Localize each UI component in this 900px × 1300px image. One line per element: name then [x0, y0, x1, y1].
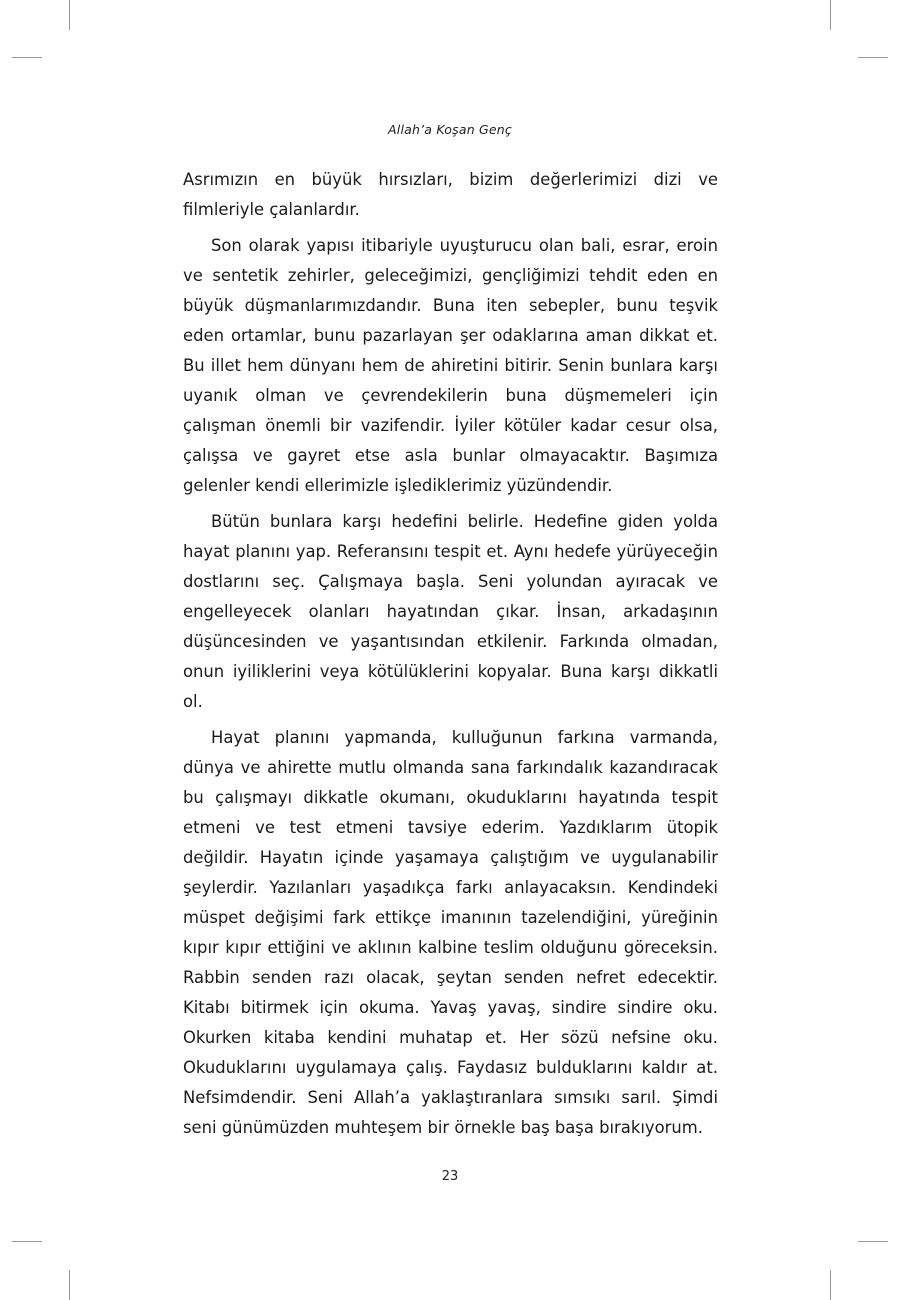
crop-mark-bottom-right-vertical: [830, 1270, 831, 1300]
paragraph-1: Asrımızın en büyük hırsızları, bizim değerlerimizi dizi ve filmleriyle çalanlardır.: [183, 170, 718, 219]
page-body: [183, 165, 718, 1149]
paragraph-3: Bütün bunlara karşı hedefini belirle. Hedefine giden yolda hayat planını yap. Referansını tespit et. Aynı hedefe yürüyeceğin dostlarını seç. Çalışmaya başla. Seni yolundan ayıracak ve engelleyecek olanları hayatından çıkar. İnsan, arkadaşının düşüncesinden ve yaşantısından etkilenir. Farkında olmadan, onun iyiliklerini veya kötülüklerini kopyalar. Buna karşı dikkatli ol.: [183, 512, 718, 711]
crop-mark-top-right-vertical: [830, 0, 831, 30]
crop-mark-top-right-horizontal: [858, 57, 888, 58]
paragraph-2: Son olarak yapısı itibariyle uyuşturucu olan bali, esrar, eroin ve sentetik zehirler, geleceğimizi, gençliğimizi tehdit eden en büyük düşmanlarımızdandır. Buna iten sebepler, bunu teşvik eden ortamlar, bunu pazarlayan şer odaklarına aman dikkat et. Bu illet hem dünyanı hem de ahiretini bitirir. Senin bunlara karşı uyanık olman ve çevrendekilerin buna düşmemeleri için çalışman önemli bir vazifendir. İyiler kötüler kadar cesur olsa, çalışsa ve gayret etse asla bunlar olmayacaktır. Başımıza gelenler kendi ellerimizle işlediklerimiz yüzündendir.: [183, 236, 718, 495]
crop-mark-bottom-right-horizontal: [858, 1241, 888, 1242]
paragraph-4: Hayat planını yapmanda, kulluğunun farkına varmanda, dünya ve ahirette mutlu olmanda sana farkındalık kazandıracak bu çalışmayı dikkatle okumanı, okuduklarını hayatında tespit etmeni ve test etmeni tavsiye ederim. Yazdıklarım ütopik değildir. Hayatın içinde yaşamaya çalıştığım ve uygulanabilir şeylerdir. Yazılanları yaşadıkça farkı anlayacaksın. Kendindeki müspet değişimi fark ettikçe imanının tazelendiğini, yüreğinin kıpır kıpır ettiğini ve aklının kalbine teslim olduğunu göreceksin. Rabbin senden razı olacak, şeytan senden nefret edecektir. Kitabı bitirmek için okuma. Yavaş yavaş, sindire sindire oku. Okurken kitaba kendini muhatap et. Her sözü nefsine oku. Okuduklarını uygulamaya çalış. Faydasız bulduklarını kaldır at. Nefsimdendir. Seni Allah’a yaklaştıranlara sımsıkı sarıl. Şimdi seni günümüzden muhteşem bir örnekle baş başa bırakıyorum.: [183, 728, 718, 1137]
page-number: 23: [441, 1169, 459, 1184]
crop-mark-bottom-left-vertical: [69, 1270, 70, 1300]
crop-mark-top-left-horizontal: [12, 57, 42, 58]
crop-mark-bottom-left-horizontal: [12, 1241, 42, 1242]
running-header: Allah’a Koşan Genç: [388, 122, 512, 137]
crop-mark-top-left-vertical: [69, 0, 70, 30]
